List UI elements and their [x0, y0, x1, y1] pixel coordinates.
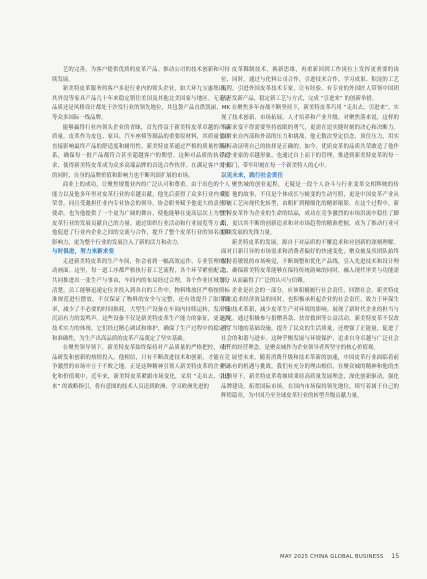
- paragraph: 新美特皮革服务的客户多是行业内的领头企业，如大环九宝惠集团、其外没等家具产品几十年来稳定销往美国及其他北美国家与地区。无论是品质还是风格设计都处于沙发行业的领先地位，其包袋产品直供凯丽、MK 等众多国际一线品牌。: [52, 86, 230, 121]
- left-column: [52, 66, 230, 392]
- paragraph: 走进新美特皮革的生产车间，你会看到一幅高效运作、专业管理的生动画面。这里，每一道工序都严格执行着工艺流程，各个环节紧密配合，共同推进出一张生产与事由，车间内的布局经过合理，各个作业区域划分清楚，员工能够迅速定位并投入到各自的工作中。物料堆放区严格按照标准规范进行摆放，不仅保证了物料的安全与完整，还有效提升了取用效率，减少了不必要的时间损耗。大型生产设备在车间内持续运转，发出低沉而有力的轰鸣声。这些设备不仅是新美特皮革生产能力的象征，更是其技术实力的体现。它们经过精心调试和维护，确保了生产过程中的稳定性和准确性，为生产出高品质的皮革产品奠定了坚实基础。: [52, 258, 230, 342]
- paragraph: 艺的完善，为客户提供优质的皮革产品。推动公司的技术创新和可持续发展。: [52, 67, 230, 83]
- paragraph: 聚焦城的创业起程，无疑是一段个人奋斗与行业变革交相辉映的传奇，他的故事，不仅是个体成长与蜕变的生动写照，更是中国皮革产业从传统工艺向现代化转型，由粗扩到精细化的精彩缩影。在这个过程中，新美特皮革作为企业的生命的结晶，成功在竞争激烈的市场洪流中稳住了脚跟，更以其不断的创新追求和对市场趋势的精准把握，成为了推动行业可持续发展的先锋力量。: [221, 182, 399, 237]
- paragraph: 企业是社会的一部分，应该积极履行社会责任，回馈社会。新美特皮革在追求经济效益的同时，也积极承担起企业的社会责任，致力于环保生产和技术革新，减少皮革生产对环境的影响。展现了新时代企业的担当与远见。通过积极参与捐赠善款、扶贫救困等公益活动，新美特皮革不仅改善了当地的基础设施，提升了民众的生活质量，还增强了正能量，促进了社会的和谐与进步。这种乎衡发展与环境保护、追求自身卓越与广泛社会责任的经营理念，是聚众城作为企业领导者所坚守的核心价值观。: [221, 287, 399, 352]
- paragraph: 在聚焦多年奋战不断坚持下，新美特皮革巧用 “走出去、引进来”，实现了技术创新、市场拓展、人才培养和产业升级。对聚焦落来说，这样的求新求变不得需要坚持放眼的勇气，更需在追实健时刻的决心和决断力。面对来自内部和外部的压力和挑战，他无数次坚定信念，顶住压力，用实际行动证明自己的抉择是正确的。如今，优质皮革的品质共荣敢造了他作为企业家的卓越形象，也通过自上而下的管理，推进到新美特皮革的每一个部门，带牢印刻在每一个新美特人的心中。: [221, 105, 399, 169]
- page-footer: [280, 553, 399, 560]
- paragraph: 商业上的成功，让聚焦规划业内的广泛认可和尊重。由于出色的个人能力以及他多年里对皮革行业的卓越贡献，他先后获得了众多行业内重要荣誉。同且受邀担任业内专业协会的领导。协会职务赋予他更大的责任与使命，也为他提供了一个更为广阔的舞台，使他能够在更高层次上为整个皮革行业的发展贡献自己的力量。通过组织行业活动和行业展览等方式，他促进了行业内企业之间的交流与合作，提升了整个皮革行业的知名度和影响力，更为整个行业的发展注入了新的活力和动力。: [52, 182, 230, 246]
- section-heading: 与时俱进，努力来新求变: [52, 249, 115, 256]
- right-column: [221, 66, 399, 402]
- section-heading: 以见未来，践行社会责任: [221, 172, 284, 179]
- paragraph: 新美特皮革的发展，源自于对品质的不懈追求和对创新的深刻理解。面对日新月异的市场需求和消费者偏好的快速变化，聚众被及其团队始终保持着敏锐的市场嗅觉，不断调整和优化产品线，引入先进技术和设计理念，确保新美特皮革能够在保持传统韵味的同时，融入现代审美与功能需求，从而赢得了广泛的认可与信赖。: [221, 239, 399, 285]
- page-number: 15: [391, 553, 400, 560]
- issue-label: MAY 2025 CHINA GLOBAL BUSINESS: [280, 554, 384, 560]
- paragraph: 皮革鞣制技术，换新思维，再重新回到工作岗位上发挥更重要的岗位、同时，通过与化料公司合作，引进技术合作、学习成果、积淀的工艺流程，引进外国皮革技术专家，让有经验、有专业的外国匠人带领中国团队开发新产品，稳定新工艺与方式，完成 “引进来” 的创新举措。: [221, 67, 399, 102]
- paragraph: 在聚焦领导领下，新美特皮革始终保持对产品质量的严格把控，对产品研发和创新的热情投入。他相信，只有不断改进技术和创新，才能在竞争激烈的市场中立于不败之地。正是这种精神引领人新美特皮革的企业文化和价值观中，近年来，新美特皮革紧跟市场变化，采用 “走出去、引进来” 的战略指引，将有意图的技术人员送到欧洲、学习欧洲先进的: [52, 345, 230, 390]
- paragraph: 展望未来，随着消费升级和技术革新的加速，中国皮革行业面临着前所未有的机遇与挑战。我们有充分的理由相信，在聚众城的精神和他的杰出领导下，新美特皮革将继续秉持高质量发展理念，深化创新驱动，强化品牌建设，拓宽国际市场，在国内市场保持领先地位，续写着属于自己的辉煌篇章，为中国乃至全球皮革行业的转型升级贡献力量。: [221, 354, 399, 400]
- paragraph: 能够赢得行业内领头企业的青睐，首先得益于新美特皮革卓越的产品质量。皮革作为皮包、家具、汽车座椅等制品的重要原材料，其质量优劣直接影响最终产品的舒适度和耐用性。新美特皮革通过严格的质量控制体系，确保每一批产品都符合甚至超越客户的期望。这种对品质的执着追求，使得新美特皮革成为众多高端品牌的首选合作伙伴。在满足客户需求的同时，自身的品牌价值和影响力也不断巩固扩展的市场。: [52, 124, 230, 179]
